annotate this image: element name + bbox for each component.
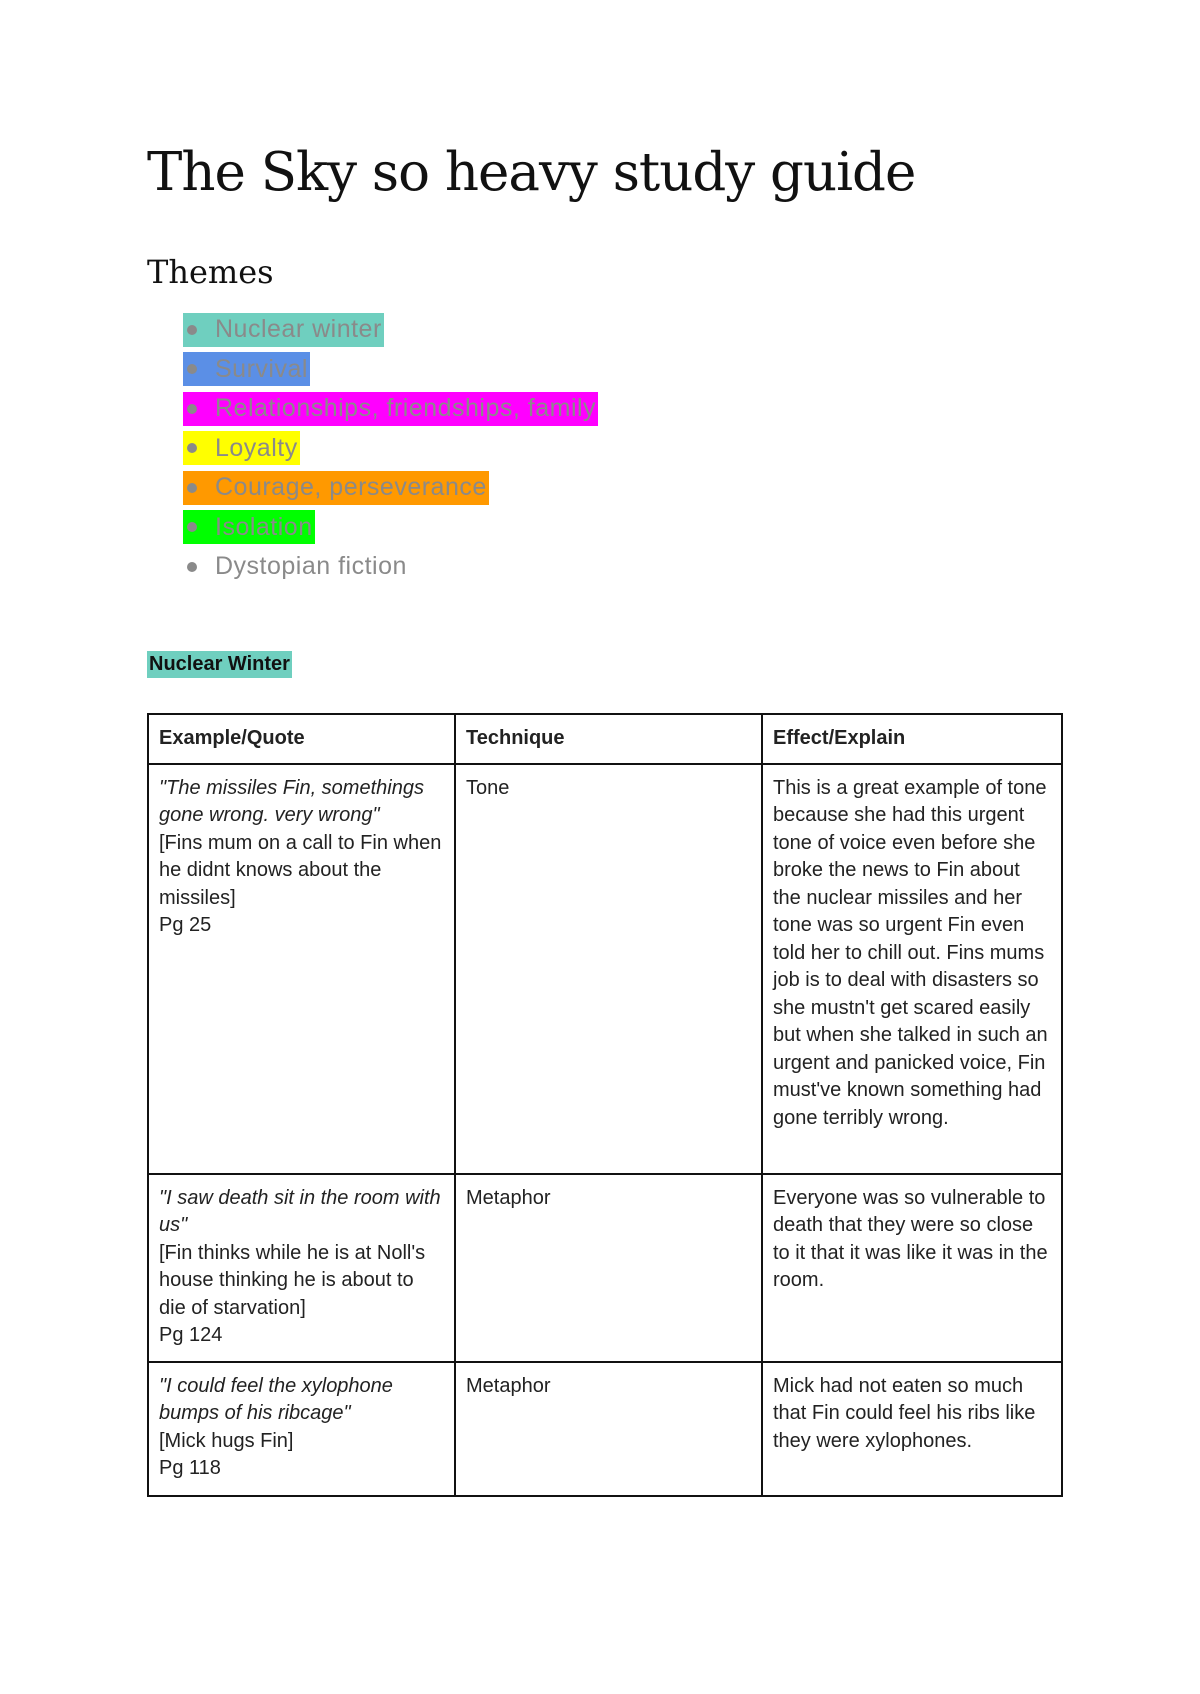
theme-label: Dystopian fiction xyxy=(215,552,407,581)
themes-list xyxy=(183,310,598,587)
list-item xyxy=(183,547,598,587)
theme-highlight xyxy=(183,352,310,386)
bullet-icon xyxy=(187,325,197,335)
quote-text: "The missiles Fin, somethings gone wrong. very wrong" xyxy=(159,776,424,826)
theme-label: Nuclear winter xyxy=(215,315,382,344)
theme-label: Relationships, friendships, family xyxy=(215,394,597,423)
list-item xyxy=(183,508,598,548)
effect-cell: Mick had not eaten so much that Fin could feel his ribs like they were xylophones. xyxy=(762,1362,1062,1496)
quote-text: "I could feel the xylophone bumps of his ribcage" xyxy=(159,1374,393,1424)
page-reference: Pg 124 xyxy=(159,1324,223,1346)
page-reference: Pg 25 xyxy=(159,914,212,936)
technique-cell: Metaphor xyxy=(455,1174,762,1362)
bullet-icon xyxy=(187,364,197,374)
list-item xyxy=(183,350,598,390)
theme-label: Survival xyxy=(215,354,308,383)
theme-highlight xyxy=(183,471,489,505)
themes-heading: Themes xyxy=(147,253,274,291)
theme-highlight xyxy=(183,392,598,426)
bullet-icon xyxy=(187,404,197,414)
table-row xyxy=(148,1174,1062,1362)
theme-highlight xyxy=(183,550,409,584)
list-item xyxy=(183,310,598,350)
page-reference: Pg 118 xyxy=(159,1457,221,1479)
table-row xyxy=(148,1362,1062,1496)
list-item xyxy=(183,468,598,508)
quote-text: "I saw death sit in the room with us" xyxy=(159,1186,441,1236)
table-header-row xyxy=(148,714,1062,764)
quotes-table xyxy=(147,713,1063,1497)
list-item xyxy=(183,389,598,429)
quote-cell xyxy=(148,1362,455,1496)
technique-cell: Tone xyxy=(455,764,762,1174)
theme-label: Isolation xyxy=(215,512,313,541)
section-heading-nuclear-winter: Nuclear Winter xyxy=(147,651,292,678)
table-row xyxy=(148,764,1062,1174)
quote-context: [Mick hugs Fin] xyxy=(159,1429,294,1452)
quote-context: [Fin thinks while he is at Noll's house thinking he is about to die of starvation] xyxy=(159,1241,426,1319)
quote-cell xyxy=(148,1174,455,1362)
bullet-icon xyxy=(187,443,197,453)
bullet-icon xyxy=(187,562,197,572)
document-title: The Sky so heavy study guide xyxy=(147,142,916,203)
column-header-technique: Technique xyxy=(455,714,762,764)
bullet-icon xyxy=(187,522,197,532)
column-header-effect: Effect/Explain xyxy=(762,714,1062,764)
theme-label: Loyalty xyxy=(215,433,298,462)
theme-highlight xyxy=(183,431,300,465)
theme-highlight xyxy=(183,510,315,544)
theme-label: Courage, perseverance xyxy=(215,473,487,502)
effect-cell: Everyone was so vulnerable to death that they were so close to it that it was like it was in the room. xyxy=(762,1174,1062,1362)
bullet-icon xyxy=(187,483,197,493)
theme-highlight xyxy=(183,313,384,347)
effect-cell: This is a great example of tone because she had this urgent tone of voice even before she broke the news to Fin about the nuclear missiles and her tone was so urgent Fin even told her to chill out. Fins mums job is to deal with disasters so she mustn't get scared easily but when she talked in such an urgent and panicked voice, Fin must've known something had gone terribly wrong. xyxy=(762,764,1062,1174)
column-header-quote: Example/Quote xyxy=(148,714,455,764)
list-item xyxy=(183,429,598,469)
technique-cell: Metaphor xyxy=(455,1362,762,1496)
quote-context: [Fins mum on a call to Fin when he didnt knows about the missiles] xyxy=(159,831,442,909)
quote-cell xyxy=(148,764,455,1174)
